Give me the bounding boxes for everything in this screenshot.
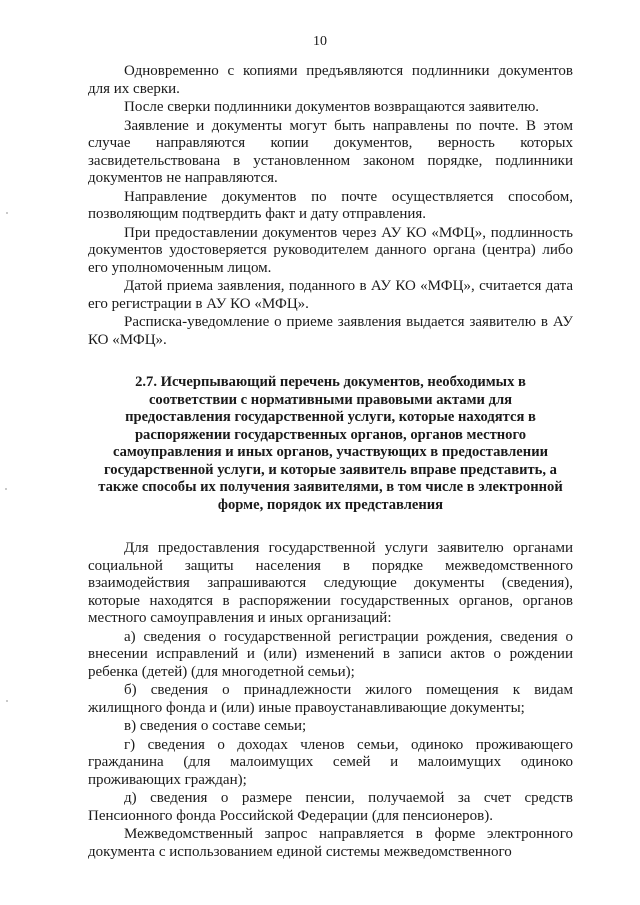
intro-paragraph: Для предоставления государственной услуги заявителю органами социальной защиты населения в порядке межведомственного взаимодействия запрашиваются следующие документы (сведения), которые находятся в распоряжении государственных органов, органов местного самоуправления и иных организаций: (88, 540, 573, 626)
paragraph: После сверки подлинники документов возвращаются заявителю. (124, 99, 540, 115)
paragraph: Расписка-уведомление о приеме заявления выдается заявителю в АУ КО «МФЦ». (88, 314, 573, 348)
closing-paragraph: Межведомственный запрос направляется в форме электронного документа с использованием единой системы межведомственного (88, 826, 573, 860)
scan-speck (6, 212, 8, 214)
list-item: д) сведения о размере пенсии, получаемой за счет средств Пенсионного фонда Российской Федерации (для пенсионеров). (88, 790, 573, 824)
document-body (88, 63, 573, 862)
paragraph: Датой приема заявления, поданного в АУ КО «МФЦ», считается дата его регистрации в АУ КО «МФЦ». (88, 278, 573, 312)
paragraph: Направление документов по почте осуществляется способом, позволяющим подтвердить факт и дату отправления. (88, 188, 573, 222)
list-item: в) сведения о составе семьи; (124, 718, 307, 734)
scan-speck (5, 488, 7, 490)
scan-speck (6, 700, 8, 702)
list-item: а) сведения о государственной регистрации рождения, сведения о внесении исправлений и (или) изменений в записи актов о рождении ребенка (детей) (для многодетной семьи); (88, 628, 573, 680)
list-item: г) сведения о доходах членов семьи, одиноко проживающего гражданина (для малоимущих семей и малоимущих одиноко проживающих граждан); (88, 736, 573, 788)
list-item: б) сведения о принадлежности жилого помещения к видам жилищного фонда и (или) иные правоустанавливающие документы; (88, 682, 573, 716)
section-heading: 2.7. Исчерпывающий перечень документов, необходимых в соответствии с нормативными правовыми актами для предоставления государственной услуги, которые находятся в распоряжении государственных органов, органов местного самоуправления и иных органов, участвующих в предоставлении государственной услуги, и которые заявитель вправе представить, а также способы их получения заявителями, в том числе в электронной форме, порядок их представления (98, 374, 563, 513)
paragraph: Одновременно с копиями предъявляются подлинники документов для их сверки. (88, 63, 573, 97)
paragraph: При предоставлении документов через АУ КО «МФЦ», подлинность документов удостоверяется руководителем данного органа (центра) либо его уполномоченным лицом. (88, 224, 573, 276)
page-number: 10 (313, 34, 327, 49)
paragraph: Заявление и документы могут быть направлены по почте. В этом случае направляются копии документов, верность которых засвидетельствована в установленном законом порядке, подлинники документов не направляются. (88, 117, 573, 186)
